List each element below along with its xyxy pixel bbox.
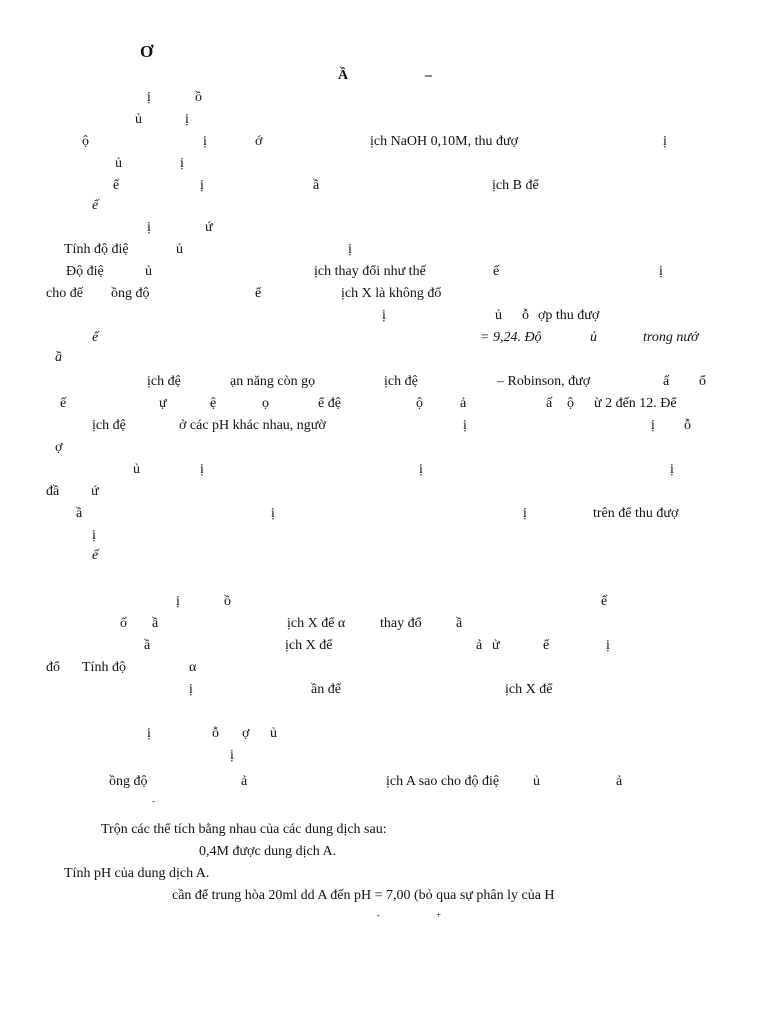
fragment: ịch đệ xyxy=(384,374,418,389)
fragment: ị xyxy=(92,528,96,543)
fragment: ịch X để α xyxy=(287,616,346,631)
fragment: Ơ xyxy=(140,42,154,61)
fragment: ủ xyxy=(145,264,152,279)
fragment: ịch X để xyxy=(285,638,333,653)
fragment: ủ xyxy=(115,156,122,171)
fragment: ọ xyxy=(262,396,269,411)
fragment: ị xyxy=(147,726,151,741)
fragment: thay đổ xyxy=(380,616,422,631)
fragment: + xyxy=(436,910,442,920)
fragment: ần để xyxy=(311,682,341,697)
fragment: ợ xyxy=(242,726,250,741)
fragment: ầ xyxy=(313,178,320,193)
fragment: ế xyxy=(92,548,99,563)
fragment: ủ xyxy=(176,242,183,257)
fragment: ị xyxy=(523,506,527,521)
fragment: Tính độ điệ xyxy=(64,242,129,257)
fragment: ố xyxy=(120,616,127,631)
fragment: ớ xyxy=(255,134,263,149)
fragment: ị xyxy=(176,594,180,609)
fragment: ả xyxy=(616,774,623,789)
fragment: ị xyxy=(606,638,610,653)
fragment: ứ xyxy=(205,220,213,235)
fragment: ợ xyxy=(55,440,63,455)
fragment: ủ xyxy=(495,308,502,323)
fragment: ế xyxy=(493,264,500,279)
fragment: ầ xyxy=(55,350,62,365)
fragment: ị xyxy=(147,90,151,105)
fragment: đổ xyxy=(46,660,60,675)
fragment: ộ xyxy=(567,396,574,411)
fragment: - xyxy=(377,910,380,920)
fragment: 0,4M được dung dịch A. xyxy=(199,844,337,859)
fragment: – Robinson, đượ xyxy=(497,374,591,389)
fragment: ổ xyxy=(699,374,706,389)
fragment: ị xyxy=(200,462,204,477)
fragment: ị xyxy=(659,264,663,279)
fragment: ị xyxy=(180,156,184,171)
fragment: ầ xyxy=(152,616,159,631)
fragment: ủ xyxy=(590,330,597,345)
fragment: α xyxy=(189,660,197,675)
fragment: ịch thay đổi như thế xyxy=(314,264,426,279)
fragment: cần để trung hòa 20ml dd A đến pH = 7,00 (bỏ qua sự phân ly của H xyxy=(172,888,555,903)
fragment: ịch đệ xyxy=(147,374,181,389)
fragment: trên để thu đượ xyxy=(593,506,679,521)
fragment: ấ xyxy=(663,374,670,389)
fragment: ị xyxy=(419,462,423,477)
fragment: ể đệ xyxy=(318,396,341,411)
fragment: Tính pH của dung dịch A. xyxy=(64,866,210,881)
fragment: ầ xyxy=(456,616,463,631)
fragment: ỗ xyxy=(212,726,219,741)
fragment: ả xyxy=(241,774,248,789)
fragment: ịch A sao cho độ điệ xyxy=(386,774,500,789)
fragment: ịch B để xyxy=(492,178,539,193)
fragment: ồng độ xyxy=(109,774,148,789)
fragment: ầ xyxy=(76,506,83,521)
fragment: ả xyxy=(476,638,483,653)
fragment: ồng độ xyxy=(111,286,150,301)
fragment: ế xyxy=(60,396,67,411)
fragment: ị xyxy=(670,462,674,477)
fragment: - xyxy=(152,796,155,806)
fragment: ủ xyxy=(133,462,140,477)
fragment: ị xyxy=(203,134,207,149)
fragment: ể xyxy=(255,286,262,301)
fragment: ế xyxy=(92,330,99,345)
fragment: ủ xyxy=(270,726,277,741)
fragment: ế xyxy=(92,198,99,213)
fragment: ị xyxy=(651,418,655,433)
fragment: ị xyxy=(185,112,189,127)
fragment: ị xyxy=(271,506,275,521)
fragment: ệ xyxy=(210,396,217,411)
fragment: ịch đệ xyxy=(92,418,126,433)
fragment: đầ xyxy=(46,484,60,499)
fragment: ạn năng còn gọ xyxy=(230,374,316,389)
fragment: ấ xyxy=(546,396,553,411)
fragment: ị xyxy=(230,748,234,763)
fragment: ị xyxy=(463,418,467,433)
fragment: Ầ xyxy=(338,68,349,83)
fragment: ị xyxy=(147,220,151,235)
fragment: ị xyxy=(189,682,193,697)
fragment: = 9,24. Độ xyxy=(480,330,542,345)
fragment: ộ xyxy=(416,396,423,411)
fragment: ự xyxy=(159,396,167,411)
fragment: ịch X để xyxy=(505,682,553,697)
fragment: trong nướ xyxy=(643,330,699,345)
fragment: ị xyxy=(382,308,386,323)
fragment: ồ xyxy=(224,594,231,609)
fragment: Độ điệ xyxy=(66,264,104,279)
fragment: ỗ xyxy=(684,418,691,433)
fragment: ịch X là không đổ xyxy=(341,286,442,301)
fragment: Tính độ xyxy=(82,660,126,675)
fragment: ứ xyxy=(91,484,99,499)
fragment: ợp thu đượ xyxy=(538,308,600,323)
fragment: ả xyxy=(460,396,467,411)
fragment: ử xyxy=(492,638,500,653)
fragment: ể xyxy=(113,178,120,193)
fragment: Trộn các thể tích bằng nhau của các dung dịch sau: xyxy=(101,822,387,837)
fragment: – xyxy=(425,68,432,83)
fragment: ỗ xyxy=(522,308,529,323)
fragment: cho đế xyxy=(46,286,83,301)
fragment: ị xyxy=(348,242,352,257)
fragment: ủ xyxy=(135,112,142,127)
fragment: ịch NaOH 0,10M, thu đượ xyxy=(370,134,518,149)
fragment: ộ xyxy=(82,134,89,149)
fragment: ủ xyxy=(533,774,540,789)
fragment: ị xyxy=(200,178,204,193)
fragment: ồ xyxy=(195,90,202,105)
fragment: ể xyxy=(543,638,550,653)
fragment: ầ xyxy=(144,638,151,653)
fragment: ế xyxy=(601,594,608,609)
fragment: ở các pH khác nhau, ngườ xyxy=(179,418,326,433)
fragment: ị xyxy=(663,134,667,149)
fragment: ừ 2 đến 12. Để xyxy=(594,396,677,411)
